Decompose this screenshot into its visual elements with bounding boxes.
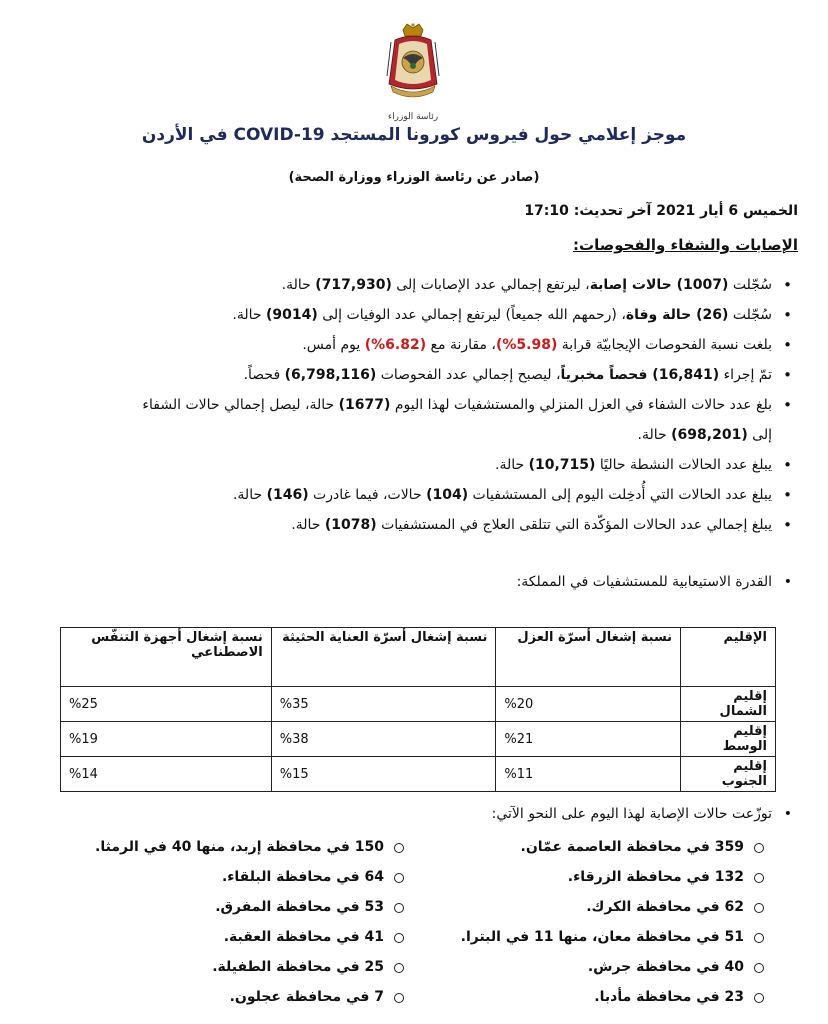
distribution-lead: • توزّعت حالات الإصابة لهذا اليوم على النحو الآتي: [492,806,798,822]
ventilator-cell: %25 [61,687,272,722]
icu-cell: %38 [271,722,496,757]
capacity-lead: • القدرة الاستيعابية للمستشفيات في المملكة: [517,574,798,590]
table-row [61,722,776,757]
page-subtitle: (صادر عن رئاسة الوزراء ووزارة الصحة) [288,170,540,185]
column-header: نسبة إشغال أسرّة العناية الحثيثة [271,628,496,687]
update-date: الخميس 6 أيار 2021 آخر تحديث: 17:10 [524,203,798,219]
list-item: 25 في محافظة الطفيلة. [28,953,408,983]
ventilator-cell: %14 [61,757,272,792]
section-heading: الإصابات والشفاء والفحوصات: [573,236,798,254]
isolation-cell: %11 [496,757,681,792]
region-cell: إقليم الشمال [681,687,776,722]
list-item: 41 في محافظة العقبة. [28,923,408,953]
column-header: نسبة إشغال أسرّة العزل [496,628,681,687]
region-cell: إقليم الجنوب [681,757,776,792]
isolation-cell: %20 [496,687,681,722]
icu-cell: %15 [271,757,496,792]
page-title: موجز إعلامي حول فيروس كورونا المستجد COVID-19 في الأردن [141,125,687,145]
list-item: • سُجّلت (26) حالة وفاة، (رحمهم الله جميعاً) ليرتفع إجمالي عدد الوفيات إلى (9014) حالة. [30,300,798,330]
table-row [61,757,776,792]
distribution-list-right [448,833,768,1013]
list-item: 51 في محافظة معان، منها 11 في البترا. [448,923,768,953]
list-item: 7 في محافظة عجلون. [28,983,408,1013]
table-row [61,687,776,722]
list-item: • بلغت نسبة الفحوصات الإيجابيّة قرابة (5.98%)، مقارنة مع (6.82%) يوم أمس. [30,330,798,360]
icu-cell: %35 [271,687,496,722]
royal-emblem-icon [381,22,445,122]
list-item: 64 في محافظة البلقاء. [28,863,408,893]
isolation-cell: %21 [496,722,681,757]
list-item: • يبلغ إجمالي عدد الحالات المؤكّدة التي تتلقى العلاج في المستشفيات (1078) حالة. [30,510,798,540]
column-header: نسبة إشغال أجهزة التنفّس الاصطناعي [61,628,272,687]
list-item: • يبلغ عدد الحالات النشطة حاليًا (10,715) حالة. [30,450,798,480]
list-item: 40 في محافظة جرش. [448,953,768,983]
column-header: الإقليم [681,628,776,687]
list-item: 150 في محافظة إربد، منها 40 في الرمثا. [28,833,408,863]
list-item: 132 في محافظة الزرقاء. [448,863,768,893]
list-item: • يبلغ عدد الحالات التي أُدخِلت اليوم إلى المستشفيات (104) حالات، فيما غادرت (146) حالة. [30,480,798,510]
list-item: • بلغ عدد حالات الشفاء في العزل المنزلي والمستشفيات لهذا اليوم (1677) حالة، ليصل إجمالي حالات الشفاء إلى (698,201) حالة. [30,390,798,450]
ventilator-cell: %19 [61,722,272,757]
table-header-row [61,628,776,687]
distribution-list-left [28,833,408,1013]
list-item: 23 في محافظة مأدبا. [448,983,768,1013]
list-item: 62 في محافظة الكرك. [448,893,768,923]
list-item: • سُجّلت (1007) حالات إصابة، ليرتفع إجمالي عدد الإصابات إلى (717,930) حالة. [30,270,798,300]
emblem-caption: رئاسة الوزراء [387,112,439,122]
list-item: 53 في محافظة المفرق. [28,893,408,923]
region-cell: إقليم الوسط [681,722,776,757]
stats-list [30,270,798,540]
list-item: 359 في محافظة العاصمة عمّان. [448,833,768,863]
list-item: • تمّ إجراء (16,841) فحصاً مخبرياً، ليصبح إجمالي عدد الفحوصات (6,798,116) فحصاً. [30,360,798,390]
hospital-capacity-table [60,627,776,792]
